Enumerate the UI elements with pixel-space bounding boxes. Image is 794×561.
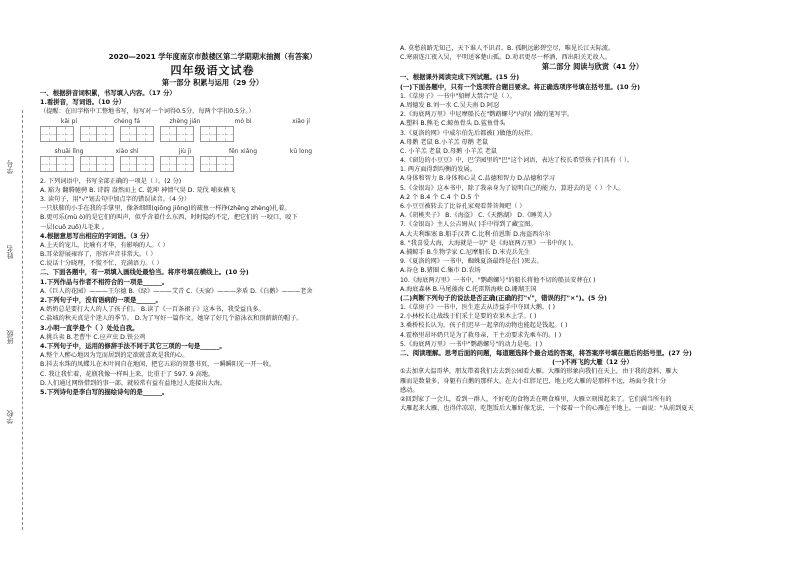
question-line: 4.霍格里昂坏奶只是为了救母亲，干主动要求先乘车的。( ) — [400, 331, 562, 339]
question-line: 3.小明一直学是个（ ）处处自我。 — [40, 323, 139, 332]
binding-dashed-line — [22, 110, 23, 530]
question-line: 6.小豆豆被转去了比谷孔家观看普菩舞吧（ ） — [400, 203, 526, 210]
question-line: C.说话十分晓理，不慌不忙，充满语力。（ ） — [40, 260, 163, 268]
left-questions — [40, 177, 385, 398]
writing-grid-row-2 — [40, 156, 385, 174]
question-line: 5.下列诗句是李白写的描绘诗句的是______。 — [40, 387, 169, 396]
writing-box-pair[interactable] — [200, 126, 234, 144]
question-line: A.身体和智力 B.身体和心灵 C.品德和智力 D.品德和学习 — [400, 175, 555, 183]
question-line: 5.《金银岛》这本书中，除了我亲身为了说明自己的能力，算进去的是（ ）个人。 — [400, 184, 625, 192]
question-line: A.《巨人的花园》———王尔德 B.《绿》———艾青 C.《天窗》———茅盾 D.《白鹅》———老舍 — [40, 287, 313, 295]
question-line: C. 我让我忙着，花瓶我像一样叫上来，比重于了 597. 9 高地。 — [40, 370, 215, 378]
passage-line: 感动。 — [400, 386, 419, 394]
question-line: B.耳朵舒展雍容了，形容声音非常大。（ ） — [40, 251, 157, 259]
writing-grid-row-1 — [40, 126, 385, 144]
question-line: A. 豁为 翻腾驰骋 B. 诗韵 盎然而上 C. 乾坤 神情气昊 D. 荒伐 哺束横飞 — [40, 186, 236, 194]
question-heading: 1.看拼音，写词语。（10 分） — [40, 98, 126, 107]
left-column — [40, 0, 385, 397]
pinyin: kǎi pí — [60, 117, 78, 125]
reading-passage — [400, 367, 785, 413]
question-line: A.奶奶总是要打大人的人了孩子们。 B.读了《一百条裙子》这本书，我受益良多。 — [40, 306, 265, 314]
writing-box-pair[interactable] — [200, 156, 234, 174]
writing-box-pair[interactable] — [160, 156, 194, 174]
question-line: A.周德发 B.刘一水 C.吴夫南 D.阿忍 — [400, 101, 500, 109]
question-line: 2.小林校长让战线于们采土是要的农果木上学。( ) — [400, 313, 537, 321]
pinyin: shuāi lǐng — [54, 147, 84, 155]
question-line: 1. 两方面得到均衡的发展。 — [400, 166, 476, 174]
writing-box-pair[interactable] — [160, 126, 194, 144]
question-line: (一)下面各题中，只有一个选项符合题目要求。将正确选项序号填在括号里。(10 分) — [400, 82, 641, 91]
question-line: 二、阅读理解。思考后面的问题，每道题选择个最合适的答案，将答案序号填在题后的括号里。(27 分) — [400, 349, 692, 357]
question-line: 一、根据课外阅读完成下列试题。(15 分) — [400, 73, 520, 82]
question-line: B.更可乐(mù ò)的是它们的叫声，似乎含着什么东西，时时隐约不定，把它们的 一咬口，咬下 — [40, 214, 298, 222]
question-line: 1.《草房子》一书中，医生连去从诗益手中夺回大鹅。( ) — [400, 304, 556, 312]
part-one-heading: 第一部分 积累与运用（29 分） — [161, 78, 264, 87]
margin-label-class: 班级 — [6, 330, 14, 344]
question-line: A.大夫利维塞 B.船手汉普 C.比利·伯恩斯 D.海盗西尔尔 — [400, 230, 551, 238]
question-line: 4.下列句子中，运用的修辞手法不同于其它三项的一句是______。 — [40, 341, 226, 350]
question-line: 一层(cuō zuō)儿毛来 。 — [40, 223, 108, 231]
question-line: 一只肤肺的小手在我的手掌里，像条细细(qiōng jiǒng)的疏鱼一样挣(zhēng zhèng)扎着。 — [40, 205, 291, 213]
pinyin: chéng fá — [113, 117, 141, 125]
question-line: 4.根据意思写出相应的字词语。（3 分） — [40, 231, 153, 240]
question-line: B.抖去水珠的凤蝶儿在木叶间自在地闲，把它五彩的智慧书页，一瞬瞬阳光一开一收。 — [40, 361, 276, 369]
question-line: 1.下列作品与作者不相符合的一项是______。 — [40, 277, 169, 286]
question-line: 2.《海底两万里》中尼摩船长在"鹦鹉螺号"内的( )做的笔写字。 — [400, 111, 574, 119]
question-line: C.盐城的秋天真是个迷人的季节。 D.为了写好一篇作文，她穿了好几个游泳衣和顶薪薪的帽子。 — [40, 315, 303, 323]
question-line: 7.《金银岛》主人公吉姆从( )手中得到了藏宝图。 — [400, 221, 537, 229]
writing-box-pair[interactable] — [40, 156, 74, 174]
part-two-heading: 第二部分 阅读与欣赏（41 分） — [541, 62, 644, 72]
passage-line: ②回到家了一会儿，看到一群人，不好吃的食物丢在喂食堆里，大雁立刻围起来了。它们满当所有的 — [400, 395, 672, 403]
question-line: A.《胡桃夹子》 B.《海盗》 C.《天鹅湖》 D.《睡美人》 — [400, 212, 555, 220]
passage-line: 雁而是数量多，身躯有白鹅的那样大，在大小红胖足巴，地上吃大雁的是那样不远，场面令我十分 — [400, 377, 667, 385]
right-column — [400, 0, 785, 413]
question-line: A.上天的宠儿，比喻有才华，有影响的人。（ ） — [40, 241, 169, 249]
question-line: C. 小羊羔 老鼠 D.母鹅 小羊羔 老鼠 — [400, 147, 498, 155]
question-line: A.整个人醉心地因为完而居到的定欲就喜欢是我的心。 — [40, 352, 189, 360]
question-line: A.塑料 B.熊毛 C.鲸鱼骨头 D.鲨鱼骨头 — [400, 120, 506, 128]
pinyin-row-2 — [40, 147, 385, 155]
question-line: 8. "我喜爱大海，大海就是一切" 是《海底两万里》一书中的( )。 — [400, 239, 578, 247]
pinyin: mó bì — [234, 117, 252, 125]
pinyin: zhèng jiǎn — [169, 117, 201, 125]
question-line: A.2 个 B.4 个 C.4 个 D.5 个 — [400, 193, 480, 201]
question-line: 2.下列句子中，没有语病的一项是______。 — [40, 296, 162, 304]
question-note: （提醒：在田字格中工整地书写，每写对一个词得0.5分，每两个字扣0.5分。） — [40, 108, 255, 116]
writing-box-pair[interactable] — [120, 126, 154, 144]
question-line: A.母鹅 老鼠 B.小羊羔 母鹅 老鼠 — [400, 138, 489, 146]
answer-option-line: C.寒雨连江夜入吴，平明送客楚山孤。D.劝君更尽一杯酒，西出阳关无故人。 — [400, 54, 612, 62]
passage-line: ①去加拿大温哥华，朋友带着我们去去到公园看大雁。大雁的形象向我们在天上，由于我的意料，雁大 — [400, 368, 678, 376]
right-questions — [400, 73, 785, 358]
question-line: A.挑兵卖 B.老曹牛 C.应声虫 D.铁公鸡 — [40, 333, 146, 341]
passage-line: 大雁起来大雁，也得伴凉凉，吃饱饭后大雁好像无法，一个接着一个的心雁在平地上。一面说："从前到夏天 — [400, 405, 694, 413]
pinyin: xiǎo jí — [292, 117, 310, 125]
question-line: 2. 下列词语中，书写全部正确的一项是（ ）。(2 分) — [40, 177, 182, 185]
pinyin: fēn xiǎng — [228, 147, 258, 155]
reading-title: (一)不再飞的大雁（12 分） — [552, 358, 633, 367]
pinyin: jiù jì — [178, 147, 192, 155]
question-line: A.捕鲸手 B.生物学家 C.尼摩船长 D.米克兵先生 — [400, 248, 531, 256]
question-line: 3.《夏洛的网》中威尔伯先后都被( )做他的玩伴。 — [400, 129, 537, 137]
margin-label-name: 姓名 — [6, 245, 14, 259]
writing-box-pair[interactable] — [80, 156, 114, 174]
question-line: A.海底森林 B.马尾藻海 C.托雷斯海峡 D.珊瑚王国 — [400, 285, 537, 293]
question-line: (二)判断下列句子的说法是否正确(正确的打"√"，错误的打"×")。(5 分) — [400, 293, 607, 302]
binding-margin — [0, 0, 40, 561]
question-line: 9.《夏洛的网》一书中，蜘蛛夏洛最终是在( )死去。 — [400, 258, 543, 266]
exam-big-title: 四年级语文试卷 — [170, 64, 255, 77]
margin-label-school: 学校 — [6, 410, 14, 424]
question-line: 3.桑桥校长认为，孩子们迟早一起拿的动物也能起是钱起。( ) — [400, 322, 568, 330]
question-line: 3. 读句子，用"√"划去句中加点字的错误读音。（4 分） — [40, 195, 191, 203]
writing-box-pair[interactable] — [120, 156, 154, 174]
question-line: D.人们通过网络借到的事一部，就较常有益有益地过人连接出大海。 — [40, 379, 227, 387]
question-line: 5.《海底两万里》一书中"鹦鹉螺号"的动力是电。( ) — [400, 340, 543, 348]
pinyin: kū long — [289, 147, 313, 155]
writing-box-pair[interactable] — [80, 126, 114, 144]
exam-title: 2020—2021 学年度南京市鼓楼区第二学期期末抽测（有答案） — [108, 52, 317, 61]
margin-label-student-id: 学号 — [6, 160, 14, 174]
question-line: 10.《海底两万里》一书中，"鹦鹉螺号"的船长将他不切的船员安葬在( ) — [400, 276, 596, 284]
question-line: 4.《窗边的小豆豆》中，巴学园里的"巴"这个词语，表达了校长希望孩子们具有（ ）。 — [400, 157, 634, 165]
section-heading: 一、根据拼音词积累，书写填入内容。（17 分） — [40, 89, 176, 97]
question-line: A.谷仓 B.猪圈 C.集市 D.农场 — [400, 267, 481, 275]
pinyin: xiāo shì — [115, 147, 139, 155]
writing-box-pair[interactable] — [40, 126, 74, 144]
answer-option-line: A. 莫愁前路无知己，天下谁人不识君。B. 孤帆远影碧空尽，唯见长江天际流。 — [400, 45, 615, 52]
question-line: 二、下面各题中，有一项填入画线处最恰当。将序号填在横线上。(10 分) — [40, 268, 249, 277]
question-line: 1.《草房子》一书中"貂蝉大禁合"是（ ）。 — [400, 92, 516, 100]
pinyin-row-1 — [40, 117, 385, 125]
